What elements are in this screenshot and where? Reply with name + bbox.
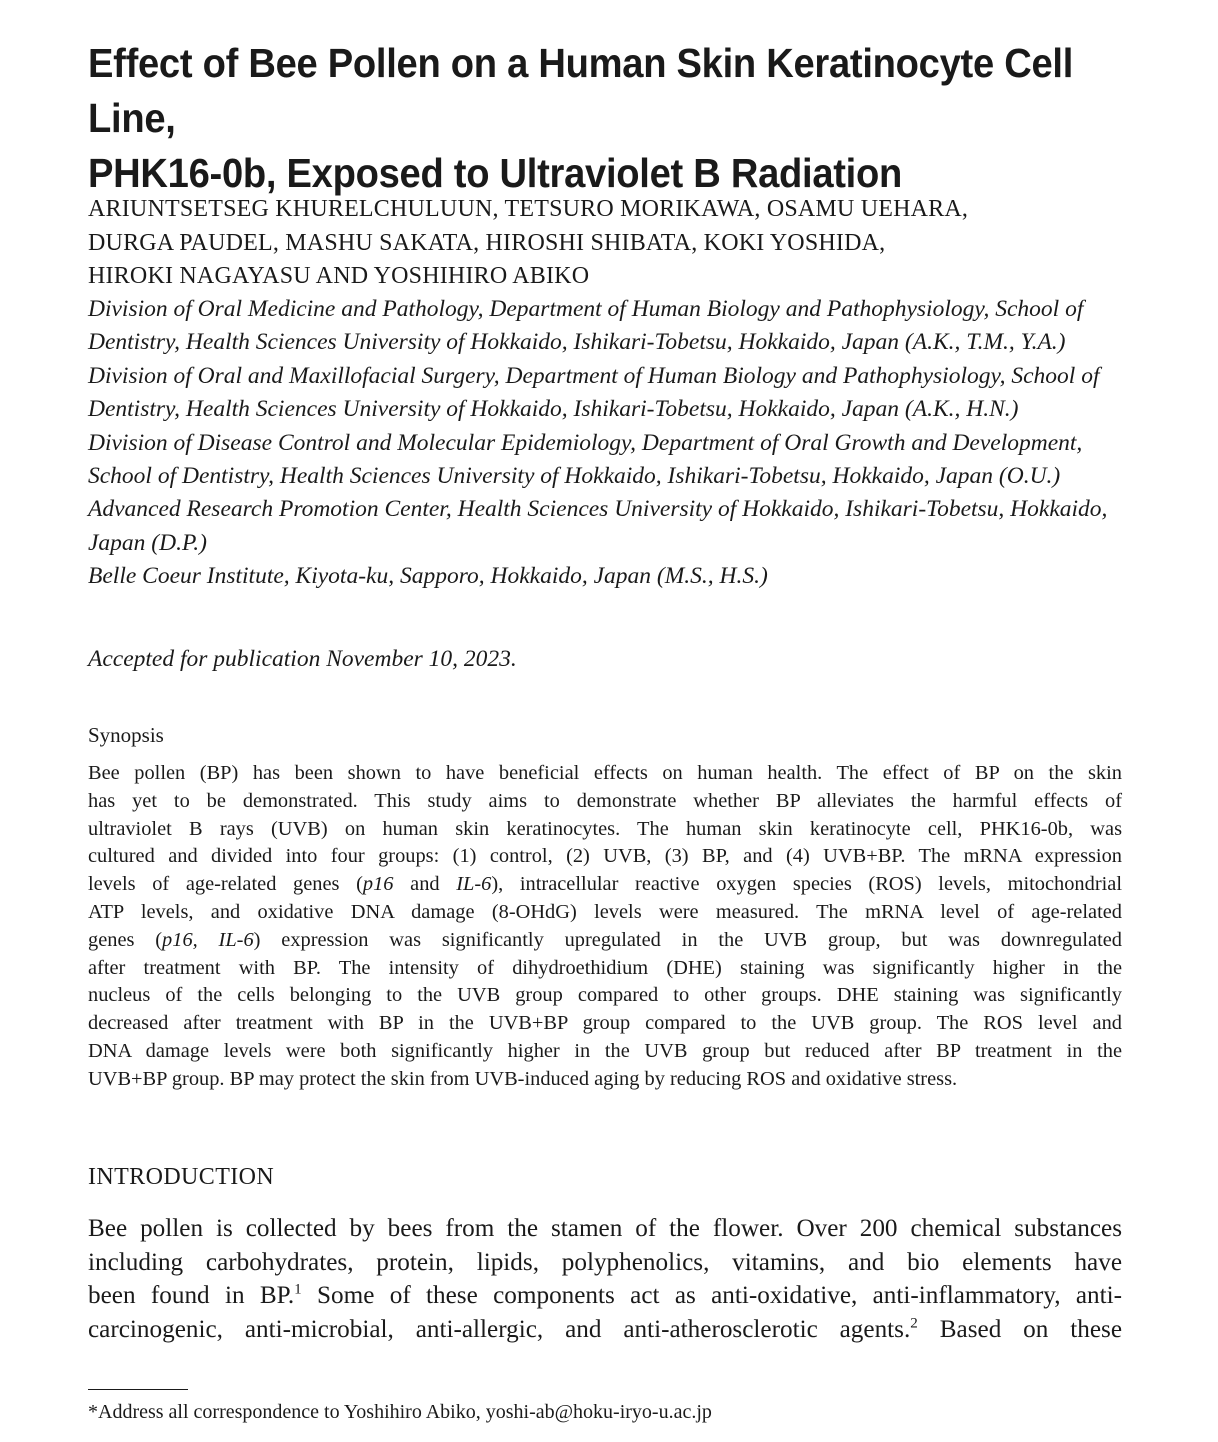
text-run: Some of these components act as anti-oxidative, anti-inflammatory, anti- (301, 1282, 1122, 1310)
title-line: Effect of Bee Pollen on a Human Skin Keratinocyte Cell Line, (88, 40, 1074, 141)
affiliation-line: Division of Disease Control and Molecular Epidemiology, Department of Oral Growth and Development, (88, 429, 1083, 456)
article-title (88, 36, 1074, 201)
footnote-divider (88, 1389, 188, 1390)
synopsis-line (88, 871, 1122, 899)
reference-marker[interactable]: 2 (910, 1315, 918, 1332)
synopsis-line: cultured and divided into four groups: (1) control, (2) UVB, (3) BP, and (4) UVB+BP. The mRNA expression (88, 845, 1122, 868)
synopsis-line: ultraviolet B rays (UVB) on human skin keratinocytes. The human skin keratinocyte cell, PHK16-0b, was (88, 817, 1122, 840)
text-run: ) expression was significantly upregulated in the UVB group, but was downregulated (253, 928, 1122, 951)
synopsis-heading: Synopsis (88, 723, 164, 747)
affiliation-list (88, 293, 1128, 594)
synopsis-line: UVB+BP group. BP may protect the skin from UVB-induced aging by reducing ROS and oxidative stress. (88, 1067, 958, 1090)
correspondence-footnote: *Address all correspondence to Yoshihiro Abiko, yoshi-ab@hoku-iryo-u.ac.jp (88, 1401, 712, 1423)
introduction-heading: INTRODUCTION (88, 1164, 275, 1190)
synopsis-line: after treatment with BP. The intensity of dihydroethidium (DHE) staining was significantly higher in the (88, 956, 1122, 979)
intro-line: including carbohydrates, protein, lipids, polyphenolics, vitamins, and bio elements have (88, 1248, 1122, 1276)
text-run: genes ( (88, 928, 163, 951)
affiliation-line: Dentistry, Health Sciences University of Hokkaido, Ishikari-Tobetsu, Hokkaido, Japan (A.K., T.M., Y.A.) (88, 329, 1066, 356)
gene-name: p16, IL-6 (162, 928, 254, 951)
text-run: Based on these (917, 1315, 1122, 1343)
author-list (88, 193, 1128, 294)
synopsis-line: has yet to be demonstrated. This study aims to demonstrate whether BP alleviates the harmful effects of (88, 789, 1122, 812)
affiliation-line: Dentistry, Health Sciences University of Hokkaido, Ishikari-Tobetsu, Hokkaido, Japan (A.K., H.N.) (88, 396, 1019, 423)
reference-marker[interactable]: 1 (294, 1281, 302, 1298)
affiliation-line: School of Dentistry, Health Sciences University of Hokkaido, Ishikari-Tobetsu, Hokkaido, Japan (O.U.) (88, 463, 1061, 490)
intro-line (88, 1279, 1122, 1313)
synopsis-line: Bee pollen (BP) has been shown to have beneficial effects on human health. The effect of BP on the skin (88, 762, 1122, 784)
author-line: DURGA PAUDEL, MASHU SAKATA, HIROSHI SHIBATA, KOKI YOSHIDA, (88, 229, 886, 256)
text-run: carcinogenic, anti-microbial, anti-allergic, and anti-atherosclerotic agents. (88, 1315, 911, 1343)
text-run: been found in BP. (88, 1282, 295, 1310)
synopsis-line: decreased after treatment with BP in the UVB+BP group compared to the UVB group. The ROS level and (88, 1012, 1122, 1035)
author-line: ARIUNTSETSEG KHURELCHULUUN, TETSURO MORIKAWA, OSAMU UEHARA, (88, 196, 969, 222)
affiliation-line: Division of Oral and Maxillofacial Surgery, Department of Human Biology and Pathophysiology, School of (88, 362, 1100, 389)
gene-name: IL-6 (456, 873, 492, 896)
intro-line (88, 1313, 1122, 1347)
author-line: HIROKI NAGAYASU AND YOSHIHIRO ABIKO (88, 263, 590, 289)
synopsis-line: DNA damage levels were both significantly higher in the UVB group but reduced after BP treatment in the (88, 1039, 1122, 1062)
affiliation-line: Advanced Research Promotion Center, Health Sciences University of Hokkaido, Ishikari-Tobetsu, Hokkaido, (88, 496, 1108, 523)
introduction-body (88, 1212, 1122, 1346)
synopsis-body (88, 760, 1122, 1094)
title-line: PHK16-0b, Exposed to Ultraviolet B Radiation (88, 150, 903, 196)
accepted-date: Accepted for publication November 10, 2023. (88, 646, 517, 672)
intro-line: Bee pollen is collected by bees from the stamen of the flower. Over 200 chemical substances (88, 1215, 1122, 1242)
gene-name: p16 (362, 873, 394, 896)
synopsis-line: nucleus of the cells belonging to the UVB group compared to other groups. DHE staining was significantly (88, 984, 1122, 1007)
affiliation-line: Division of Oral Medicine and Pathology, Department of Human Biology and Pathophysiology, School of (88, 296, 1084, 322)
synopsis-line (88, 927, 1122, 955)
affiliation-line: Japan (D.P.) (88, 529, 208, 556)
affiliation-line: Belle Coeur Institute, Kiyota-ku, Sapporo, Hokkaido, Japan (M.S., H.S.) (88, 563, 768, 590)
synopsis-line: ATP levels, and oxidative DNA damage (8-OHdG) levels were measured. The mRNA level of age-related (88, 900, 1122, 923)
text-run: ), intracellular reactive oxygen species (ROS) levels, mitochondrial (491, 873, 1122, 896)
text-run: levels of age-related genes ( (88, 873, 363, 896)
text-run: and (393, 873, 457, 896)
